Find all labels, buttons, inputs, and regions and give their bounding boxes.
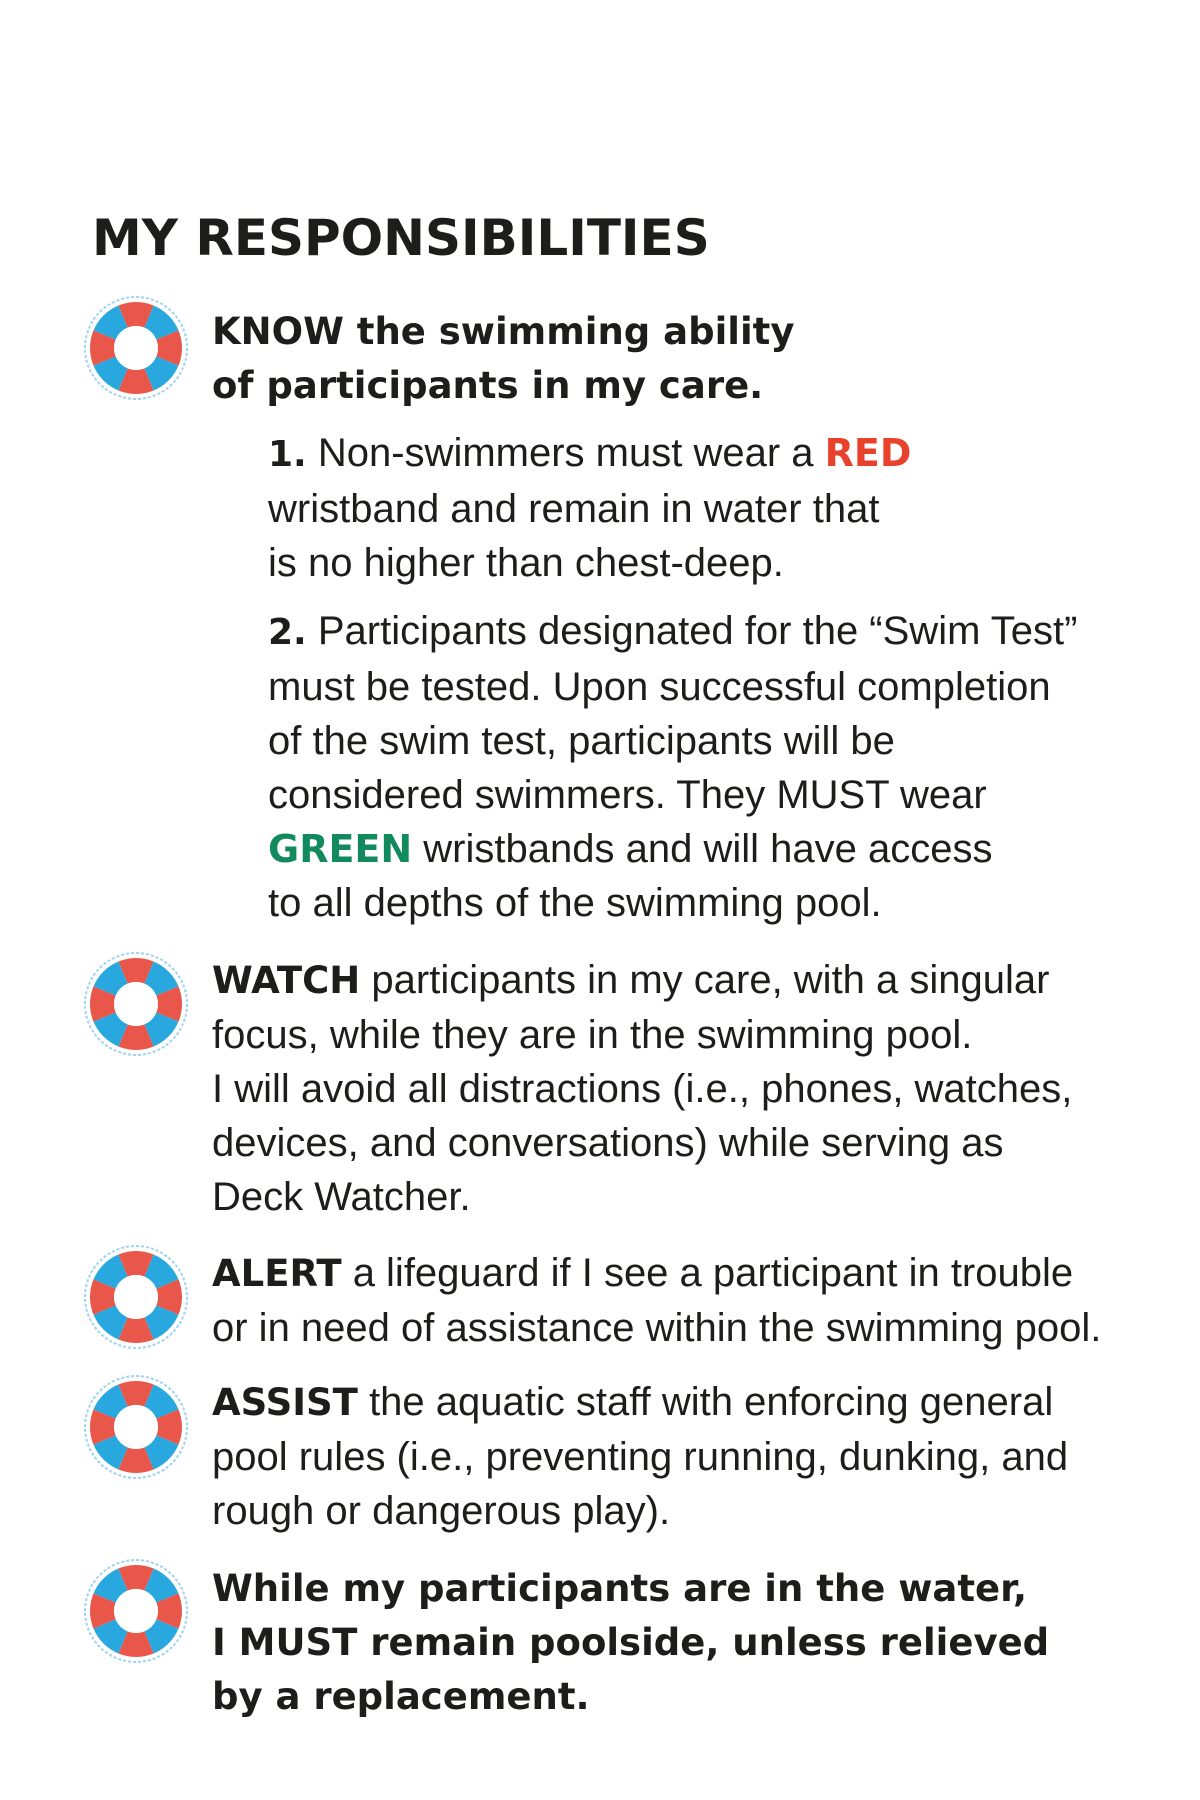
life-ring-icon [82,1373,190,1481]
alert-paragraph: ALERT a lifeguard if I see a participant in trouble or in need of assistance within the swimming pool. [212,1251,1102,1350]
watch-paragraph: WATCH participants in my care, with a singular focus, while they are in the swimming pool. I will avoid all distractions (i.e., phones, watches, devices, and conversations) while serving as Deck Watcher. [212,958,1073,1219]
life-ring-icon [82,1557,190,1665]
assist-keyword: ASSIST [212,1381,358,1424]
know-item-2: 2. Participants designated for the “Swim Test” must be tested. Upon successful completion of the swim test, participants will be considered swimmers. They MUST wear GREEN wristbands and will have access to all depths of the swimming pool. [268,609,1078,925]
page-title: MY RESPONSIBILITIES [92,209,710,267]
know-heading: KNOW the swimming ability of participants in my care. [212,310,795,407]
watch-keyword: WATCH [212,959,361,1002]
alert-keyword: ALERT [212,1252,342,1295]
green-wristband-label: GREEN [268,827,413,871]
life-ring-icon [82,950,190,1058]
item-number: 2. [268,612,307,653]
know-item-1: 1. Non-swimmers must wear a RED wristband and remain in water that is no higher than chest-deep. [268,431,912,585]
item-number: 1. [268,434,307,475]
life-ring-icon [82,294,190,402]
red-wristband-label: RED [824,431,912,475]
remain-poolside-statement: While my participants are in the water, I MUST remain poolside, unless relieved by a replacement. [212,1567,1050,1718]
life-ring-icon [82,1243,190,1351]
assist-paragraph: ASSIST the aquatic staff with enforcing general pool rules (i.e., preventing running, dunking, and rough or dangerous play). [212,1380,1069,1533]
